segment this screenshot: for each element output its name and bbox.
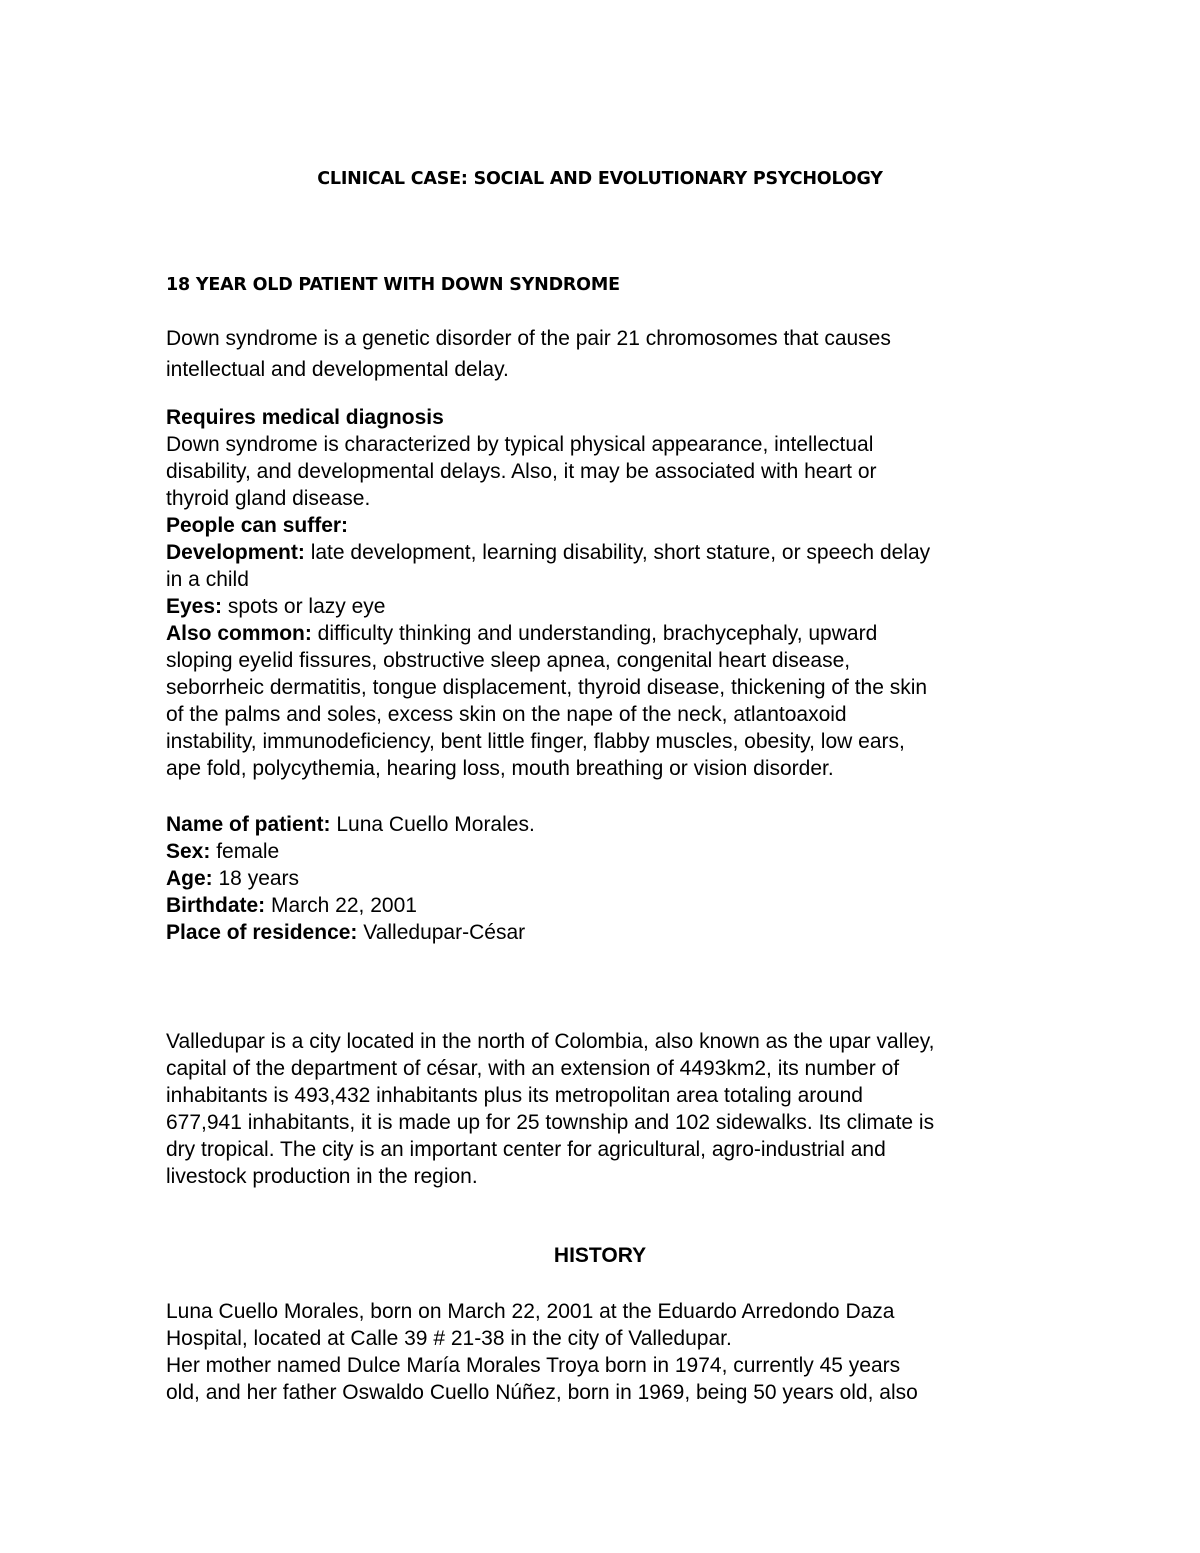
development-text: late development, learning disability, short stature, or speech delay [304, 541, 931, 564]
medical-desc-line: thyroid gland disease. [166, 487, 371, 510]
name-label: Name of patient: [166, 813, 331, 836]
development-text: in a child [166, 568, 249, 591]
patient-name: Luna Cuello Morales. [330, 813, 535, 836]
intro-line: Down syndrome is a genetic disorder of the pair 21 chromosomes that causes [166, 327, 891, 350]
patient-age: 18 years [212, 867, 300, 890]
patient-birthdate: March 22, 2001 [265, 894, 417, 917]
eyes-label: Eyes: [166, 595, 223, 618]
city-line: Valledupar is a city located in the north of Colombia, also known as the upar valley, [166, 1030, 935, 1053]
common-text: of the palms and soles, excess skin on the nape of the neck, atlantoaxoid [166, 703, 847, 726]
history-line: Luna Cuello Morales, born on March 22, 2001 at the Eduardo Arredondo Daza [166, 1300, 895, 1323]
medical-desc-line: Down syndrome is characterized by typical physical appearance, intellectual [166, 433, 874, 456]
common-label: Also common: [166, 622, 312, 645]
residence-label: Place of residence: [166, 921, 358, 944]
patient-sex: female [210, 840, 280, 863]
history-line: old, and her father Oswaldo Cuello Núñez, born in 1969, being 50 years old, also [166, 1381, 918, 1404]
city-line: livestock production in the region. [166, 1165, 478, 1188]
suffer-heading: People can suffer: [166, 514, 349, 537]
city-line: dry tropical. The city is an important center for agricultural, agro-industrial and [166, 1138, 886, 1161]
sex-label: Sex: [166, 840, 211, 863]
city-line: inhabitants is 493,432 inhabitants plus its metropolitan area totaling around [166, 1084, 863, 1107]
common-text: ape fold, polycythemia, hearing loss, mouth breathing or vision disorder. [166, 757, 834, 780]
history-paragraph [166, 1298, 1046, 1406]
history-line: Hospital, located at Calle 39 # 21-38 in the city of Valledupar. [166, 1327, 732, 1350]
case-subtitle: 18 YEAR OLD PATIENT WITH DOWN SYNDROME [166, 275, 620, 295]
city-paragraph [166, 1028, 1046, 1190]
intro-line: intellectual and developmental delay. [166, 358, 509, 381]
common-text: seborrheic dermatitis, tongue displacement, thyroid disease, thickening of the skin [166, 676, 928, 699]
patient-info [166, 811, 1046, 946]
medical-heading: Requires medical diagnosis [166, 406, 444, 429]
development-label: Development: [166, 541, 305, 564]
patient-residence: Valledupar-César [357, 921, 526, 944]
history-heading: HISTORY [553, 1244, 647, 1267]
document-title: CLINICAL CASE: SOCIAL AND EVOLUTIONARY PSYCHOLOGY [317, 169, 883, 189]
medical-desc-line: disability, and developmental delays. Also, it may be associated with heart or [166, 460, 877, 483]
city-line: capital of the department of césar, with an extension of 4493km2, its number of [166, 1057, 900, 1080]
common-text: difficulty thinking and understanding, brachycephaly, upward [311, 622, 878, 645]
eyes-text: spots or lazy eye [222, 595, 386, 618]
history-line: Her mother named Dulce María Morales Troya born in 1974, currently 45 years [166, 1354, 901, 1377]
city-line: 677,941 inhabitants, it is made up for 25 township and 102 sidewalks. Its climate is [166, 1111, 935, 1134]
common-text: sloping eyelid fissures, obstructive sleep apnea, congenital heart disease, [166, 649, 851, 672]
birthdate-label: Birthdate: [166, 894, 266, 917]
age-label: Age: [166, 867, 213, 890]
medical-section [166, 404, 1046, 782]
intro-paragraph [166, 323, 1046, 385]
common-text: instability, immunodeficiency, bent little finger, flabby muscles, obesity, low ears, [166, 730, 905, 753]
